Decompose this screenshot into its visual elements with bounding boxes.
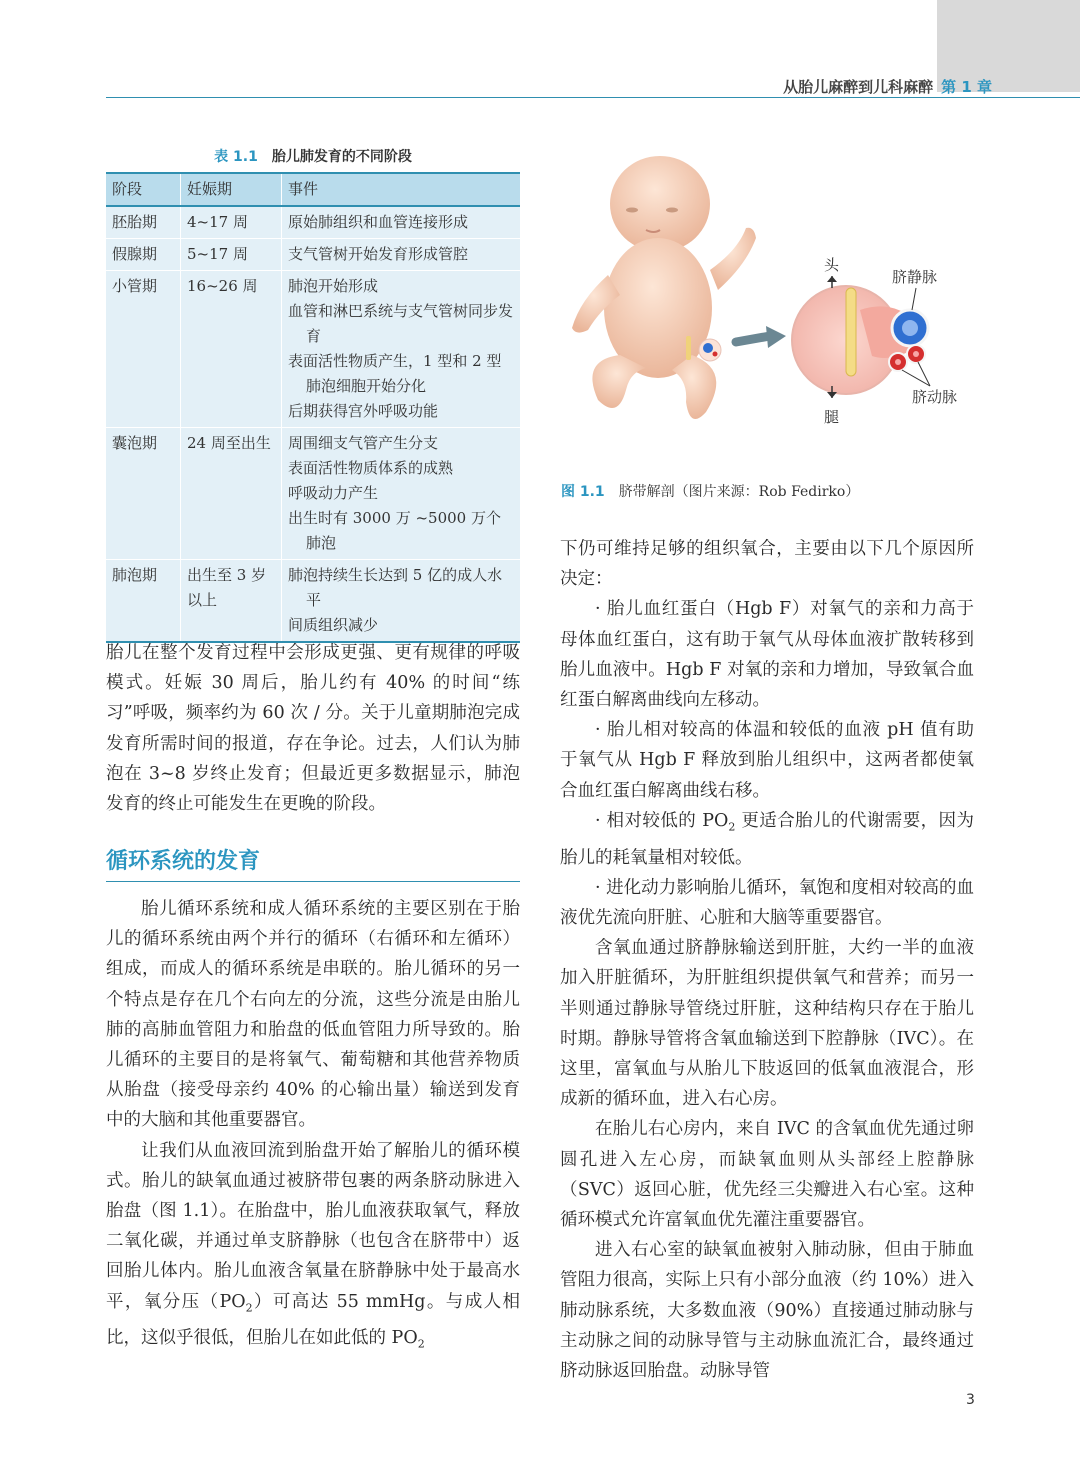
para-right-1: 下仍可维持足够的组织氧合，主要由以下几个原因所决定： <box>560 539 974 590</box>
para-breathing: 胎儿在整个发育过程中会形成更强、更有规律的呼吸模式。妊娠 30 周后，胎儿约有 40% 的时间“练习”呼吸，频率约为 60 次 / 分。关于儿童期肺泡完成发育所需时间的报道，存在争论。过去，人们认为肺泡在 3~8 岁终止发育；但最近更多数据显示，肺泡发育的终止可能发生在更晚的阶段。 <box>106 643 520 815</box>
event-line: 周围细支气管产生分支 <box>288 434 439 452</box>
col-header-stage: 阶段 <box>106 173 181 206</box>
table-row <box>106 560 520 643</box>
right-column-text <box>560 534 974 1386</box>
para-right-2: 含氧血通过脐静脉输送到肝脏，大约一半的血液加入肝脏循环，为肝脏组织提供氧气和营养；而另一半则通过静脉导管绕过肝脏，这种结构只存在于胎儿时期。静脉导管将含氧血输送到下腔静脉（IVC）。在这里，富氧血与从胎儿下肢返回的低氧血液混合，形成新的循环血，进入右心房。 <box>560 938 974 1110</box>
figure-caption-text: 脐带解剖（图片来源：Rob Fedirko） <box>618 484 860 500</box>
arrow-icon <box>736 336 770 342</box>
lung-development-table <box>106 172 520 643</box>
cell-stage: 胚胎期 <box>106 206 181 239</box>
cell-stage: 囊泡期 <box>106 428 181 560</box>
para-right-4: 进入右心室的缺氧血被射入肺动脉，但由于肺血管阻力很高，实际上只有小部分血液（约 10%）进入肺动脉系统，大多数血液（90%）直接通过肺动脉与主动脉之间的动脉导管与主动脉血流汇合，最终通过脐动脉返回胎盘。动脉导管 <box>560 1240 974 1381</box>
label-umbilical-vein: 脐静脉 <box>892 268 938 286</box>
arrow-up-icon <box>827 276 837 282</box>
event-line: 肺泡开始形成 <box>288 277 379 295</box>
cell-events <box>282 428 521 560</box>
event-line: 支气管树开始发育形成管腔 <box>288 245 469 263</box>
event-line: 呼吸动力产生 <box>288 484 379 502</box>
table-number: 表 1.1 <box>214 149 258 165</box>
cell-events <box>282 239 521 271</box>
figure-number: 图 1.1 <box>561 484 605 500</box>
header-rule <box>106 97 1080 98</box>
bullet-hgbf: · 胎儿血红蛋白（Hgb F）对氧气的亲和力高于母体血红蛋白，这有助于氧气从母体血液扩散转移到胎儿血液中。Hgb F 对氧的亲和力增加，导致氧合血红蛋白解离曲线向左移动。 <box>560 599 974 711</box>
event-line: 表面活性物质体系的成熟 <box>288 459 454 477</box>
section-title-circulation: 循环系统的发育 <box>106 844 520 882</box>
cell-stage: 肺泡期 <box>106 560 181 643</box>
label-umbilical-artery: 脐动脉 <box>912 388 958 406</box>
table-title: 胎儿肺发育的不同阶段 <box>271 149 412 165</box>
cell-events <box>282 560 521 643</box>
para-right-3: 在胎儿右心房内，来自 IVC 的含氧血优先通过卵圆孔进入左心房，而缺氧血则从头部经上腔静脉（SVC）返回心脏，优先经三尖瓣进入右心室。这种循环模式允许富氧血优先灌注重要器官。 <box>560 1119 974 1230</box>
bullet-low-po2: · 相对较低的 $PO_2$ 更适合胎儿的代谢需要，因为胎儿的耗氧量相对较低。 <box>560 810 974 868</box>
table-row <box>106 428 520 560</box>
bullet-temperature-ph: · 胎儿相对较高的体温和较低的血液 pH 值有助于氧气从 Hgb F 释放到胎儿组织中，这两者都使氧合血红蛋白解离曲线右移。 <box>560 720 974 801</box>
cell-gestation: 16~26 周 <box>181 271 282 428</box>
page-number: 3 <box>966 1392 975 1408</box>
table-row <box>106 271 520 428</box>
figure-caption <box>561 481 859 501</box>
table-row <box>106 206 520 239</box>
event-line: 原始肺组织和血管连接形成 <box>288 213 469 231</box>
cell-gestation: 24 周至出生 <box>181 428 282 560</box>
bullet-evolution: · 进化动力影响胎儿循环，氧饱和度相对较高的血液优先流向肝脏、心脏和大脑等重要器官。 <box>560 877 974 928</box>
table-row <box>106 239 520 271</box>
cell-gestation: 4~17 周 <box>181 206 282 239</box>
label-head: 头 <box>824 256 840 274</box>
col-header-events: 事件 <box>282 173 521 206</box>
arrow-head-icon <box>766 326 786 348</box>
header-chapter: 第 1 章 <box>941 78 992 96</box>
table-header-row <box>106 173 520 206</box>
baby-illustration <box>572 156 756 419</box>
label-leg: 腿 <box>824 408 840 426</box>
cell-stage: 小管期 <box>106 271 181 428</box>
event-line: 后期获得宫外呼吸功能 <box>288 402 439 420</box>
event-line: 表面活性物质产生，1 型和 2 型肺泡细胞开始分化 <box>288 352 502 395</box>
cell-gestation: 出生至 3 岁以上 <box>181 560 282 643</box>
cord-cross-section <box>792 286 928 394</box>
cell-events <box>282 271 521 428</box>
cell-stage: 假腺期 <box>106 239 181 271</box>
event-line: 间质组织减少 <box>288 616 379 634</box>
cell-gestation: 5~17 周 <box>181 239 282 271</box>
umbilical-cord-figure <box>560 150 980 455</box>
event-line: 肺泡持续生长达到 5 亿的成人水平 <box>288 566 503 609</box>
left-column-text <box>106 894 520 1360</box>
para-circulation-2: 让我们从血液回流到胎盘开始了解胎儿的循环模式。胎儿的缺氧血通过被脐带包裹的两条脐动脉进入胎盘（图 1.1）。在胎盘中，胎儿血液获取氧气，释放二氧化碳，并通过单支脐静脉（也包含在脐带中）返回胎儿体内。胎儿血液含氧量在脐静脉中处于最高水平，氧分压$(PO_2)$可高达 55 mmHg。与成人相比，这似乎很低，但胎儿在如此低的 $PO_2$ <box>106 1140 521 1351</box>
running-header <box>783 76 992 97</box>
arrow-down-icon <box>827 392 837 398</box>
col-header-gestation: 妊娠期 <box>181 173 282 206</box>
event-line: 血管和淋巴系统与支气管树同步发育 <box>288 302 514 345</box>
table-caption <box>106 146 520 166</box>
header-book-title: 从胎儿麻醉到儿科麻醉 <box>783 78 934 96</box>
event-line: 出生时有 3000 万 ~5000 万个肺泡 <box>288 509 501 552</box>
para-circulation-1: 胎儿循环系统和成人循环系统的主要区别在于胎儿的循环系统由两个并行的循环（右循环和左循环）组成，而成人的循环系统是串联的。胎儿循环的另一个特点是存在几个右向左的分流，这些分流是由胎儿肺的高肺血管阻力和胎盘的低血管阻力所导致的。胎儿循环的主要目的是将氧气、葡萄糖和其他营养物质从胎盘（接受母亲约 40% 的心输出量）输送到发育中的大脑和其他重要器官。 <box>106 899 520 1131</box>
cell-events <box>282 206 521 239</box>
